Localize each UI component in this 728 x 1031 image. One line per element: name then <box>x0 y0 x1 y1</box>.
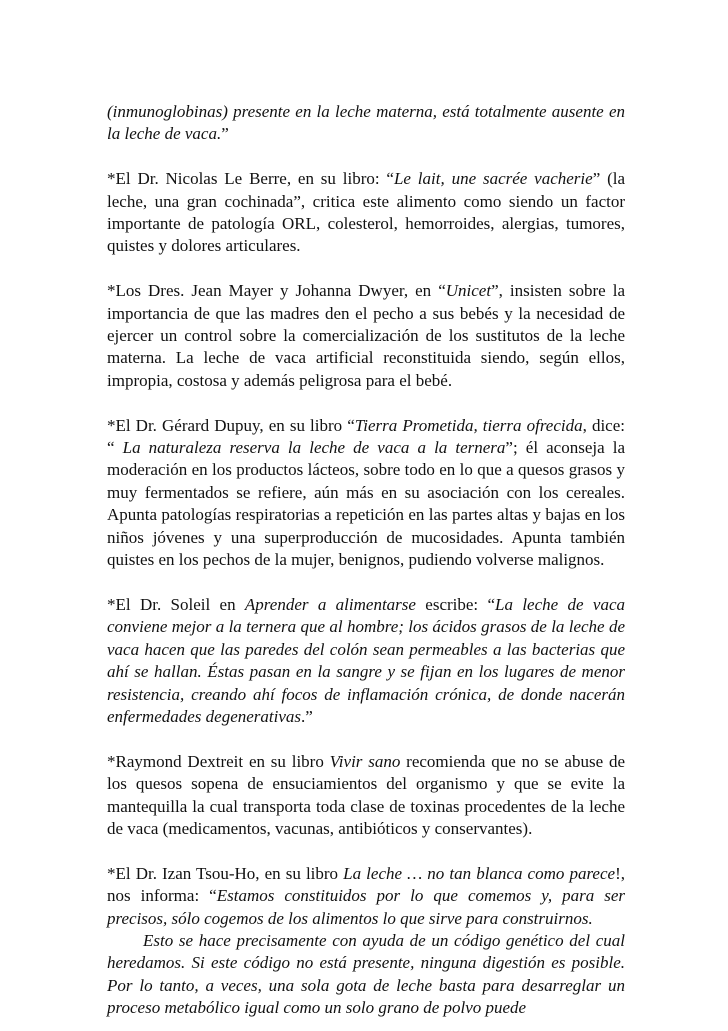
text-run: *El Dr. Soleil en <box>107 594 245 614</box>
italic-text: Vivir sano <box>329 751 401 771</box>
italic-text: Aprender a alimentarse <box>244 594 416 614</box>
italic-text: Unicet <box>445 281 492 301</box>
indented-continuation <box>107 930 625 1020</box>
text-run: ”, insisten sobre la importancia de que las madres den el pecho a sus bebés y la necesidad de ejercer un control sobre la comercialización de los sustitutos de la leche materna. La leche de vaca artificial reconstituida siendo, según ellos, impropia, costosa y además peligrosa para el bebé. <box>107 281 625 390</box>
text-run: *El Dr. Gérard Dupuy, en su libro “ <box>107 415 355 435</box>
paragraph-p4 <box>107 415 625 572</box>
text-run: ” (la leche, una gran cochinada”, critica este alimento como siendo un factor importante de patología ORL, colesterol, hemorroides, alergias, tumores, quistes y dolores articulares. <box>107 169 626 256</box>
text-run: recomienda que no se abuse de los quesos sopena de ensuciamientos del organismo y que se evite la mantequilla la cual transporta toda clase de toxinas procedentes de la leche de vaca (medicamentos, vacunas, antibióticos y conservantes). <box>107 751 625 838</box>
paragraph-p1 <box>107 101 625 146</box>
text-run: escribe: “ <box>415 594 496 614</box>
paragraph-p7 <box>107 863 625 1020</box>
italic-text: La naturaleza reserva la leche de vaca a la ternera <box>122 438 506 458</box>
text-run: ” <box>221 124 229 144</box>
text-run: *El Dr. Nicolas Le Berre, en su libro: “ <box>107 169 394 189</box>
text-run: , dice: “ <box>107 415 625 458</box>
document-page <box>107 101 625 1020</box>
italic-text: Le lait, une sacrée vacherie <box>393 169 593 189</box>
italic-text: La leche de vaca conviene mejor a la ternera que al hombre; los ácidos grasos de la leche de vaca hacen que las paredes del colón sean permeables a las bacterias que ahí se hallan. Éstas pasan en la sangre y se fijan en los lugares de menor resistencia, creando ahí focos de inflamación crónica, de donde nacerán enfermedades degenerativas <box>107 594 625 726</box>
text-run: *Los Dres. Jean Mayer y Johanna Dwyer, en “ <box>107 281 446 301</box>
paragraph-p3 <box>107 280 625 392</box>
paragraph-p5 <box>107 594 625 728</box>
paragraph-p6 <box>107 751 625 841</box>
italic-text: (inmunoglobinas) presente en la leche materna, está totalmente ausente en la leche de vaca. <box>107 102 625 144</box>
italic-text: Esto se hace precisamente con ayuda de un código genético del cual heredamos. Si este código no está presente, ninguna digestión es posible. Por lo tanto, a veces, una sola gota de leche basta para desarreglar un proceso metabólico igual como un solo grano de polvo puede <box>107 930 625 1018</box>
text-run: !, nos informa: “ <box>107 863 625 906</box>
italic-text: Estamos constituidos por lo que comemos y, para ser precisos, sólo cogemos de los alimentos lo que sirve para construirnos. <box>107 886 626 928</box>
italic-text: Tierra Prometida, tierra ofrecida <box>354 415 583 435</box>
text-run: ”; él aconseja la moderación en los productos lácteos, sobre todo en lo que a quesos grasos y muy fermentados se refiere, aún más en su asociación con los cereales. Apunta patologías respiratorias a repetición en las partes altas y bajas en los niños jóvenes y una superproducción de mucosidades. Apunta también quistes en los pechos de la mujer, benignos, pudiendo volverse malignos. <box>107 438 626 570</box>
paragraph-p2 <box>107 168 625 258</box>
text-run: *El Dr. Izan Tsou-Ho, en su libro <box>107 863 344 883</box>
italic-text: La leche … no tan blanca como parece <box>343 863 616 883</box>
text-run: *Raymond Dextreit en su libro <box>107 751 330 771</box>
text-run: .” <box>301 706 313 726</box>
